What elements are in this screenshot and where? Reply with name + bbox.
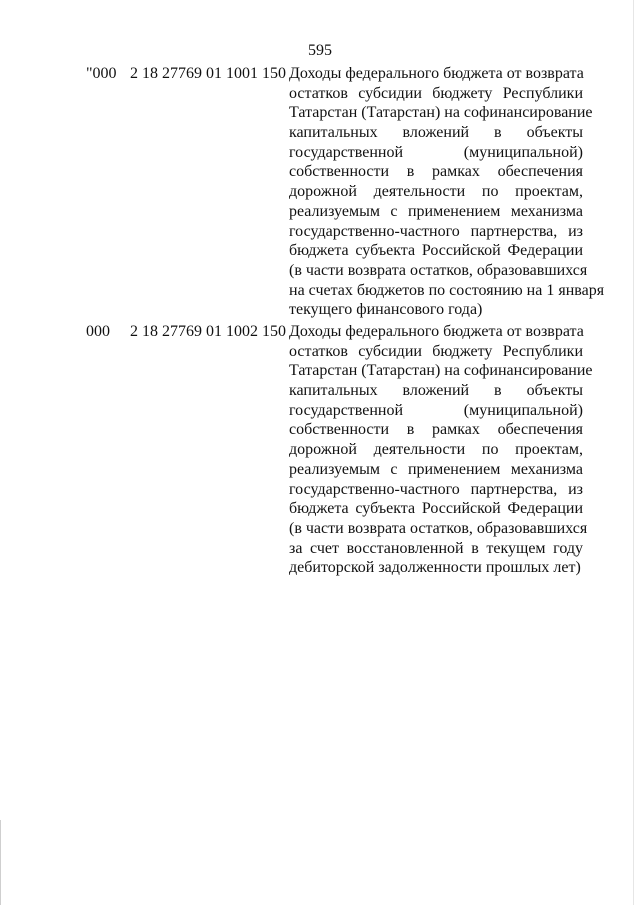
description-line: остатков субсидии бюджету Республики bbox=[289, 84, 583, 102]
description-line: дорожной деятельности по проектам, bbox=[289, 183, 583, 201]
description-line: государственно-частного партнерства, из bbox=[289, 222, 583, 240]
description-line: государственной (муниципальной) bbox=[289, 401, 583, 419]
entry-description bbox=[289, 322, 593, 578]
budget-classification-code: 2 18 27769 01 1002 150 bbox=[130, 323, 286, 340]
description-line: капитальных вложений в объекты bbox=[289, 382, 583, 400]
entry-description bbox=[289, 64, 605, 320]
description-line: реализуемым с применением механизма bbox=[289, 202, 583, 220]
description-line: Татарстан (Татарстан) на софинансирование bbox=[289, 104, 593, 122]
description-line: дебиторской задолженности прошлых лет) bbox=[289, 559, 581, 577]
description-line: реализуемым с применением механизма bbox=[289, 460, 583, 478]
description-line: остатков субсидии бюджету Республики bbox=[289, 342, 583, 360]
scan-edge-line bbox=[633, 0, 634, 905]
description-line: капитальных вложений в объекты bbox=[289, 124, 583, 142]
description-line: на счетах бюджетов по состоянию на 1 января bbox=[289, 281, 605, 299]
description-line: Татарстан (Татарстан) на софинансирование bbox=[289, 362, 593, 380]
description-line: собственности в рамках обеспечения bbox=[289, 163, 583, 181]
description-line: государственно-частного партнерства, из bbox=[289, 480, 583, 498]
description-line: собственности в рамках обеспечения bbox=[289, 421, 583, 439]
description-line: (в части возврата остатков, образовавшихся bbox=[289, 261, 588, 279]
description-line: текущего финансового года) bbox=[289, 301, 483, 319]
admin-code: "000 bbox=[86, 65, 117, 82]
description-line: Доходы федерального бюджета от возврата bbox=[289, 65, 584, 82]
description-line: государственной (муниципальной) bbox=[289, 143, 583, 161]
scan-margin-mark bbox=[0, 820, 1, 905]
admin-code: 000 bbox=[86, 323, 110, 340]
description-line: (в части возврата остатков, образовавшихся bbox=[289, 519, 588, 537]
description-line: за счет восстановленной в текущем году bbox=[289, 539, 583, 557]
description-line: бюджета субъекта Российской Федерации bbox=[289, 242, 583, 260]
description-line: дорожной деятельности по проектам, bbox=[289, 441, 583, 459]
description-line: бюджета субъекта Российской Федерации bbox=[289, 500, 583, 518]
page-number: 595 bbox=[308, 42, 332, 59]
description-line: Доходы федерального бюджета от возврата bbox=[289, 323, 584, 340]
budget-classification-code: 2 18 27769 01 1001 150 bbox=[130, 65, 286, 82]
